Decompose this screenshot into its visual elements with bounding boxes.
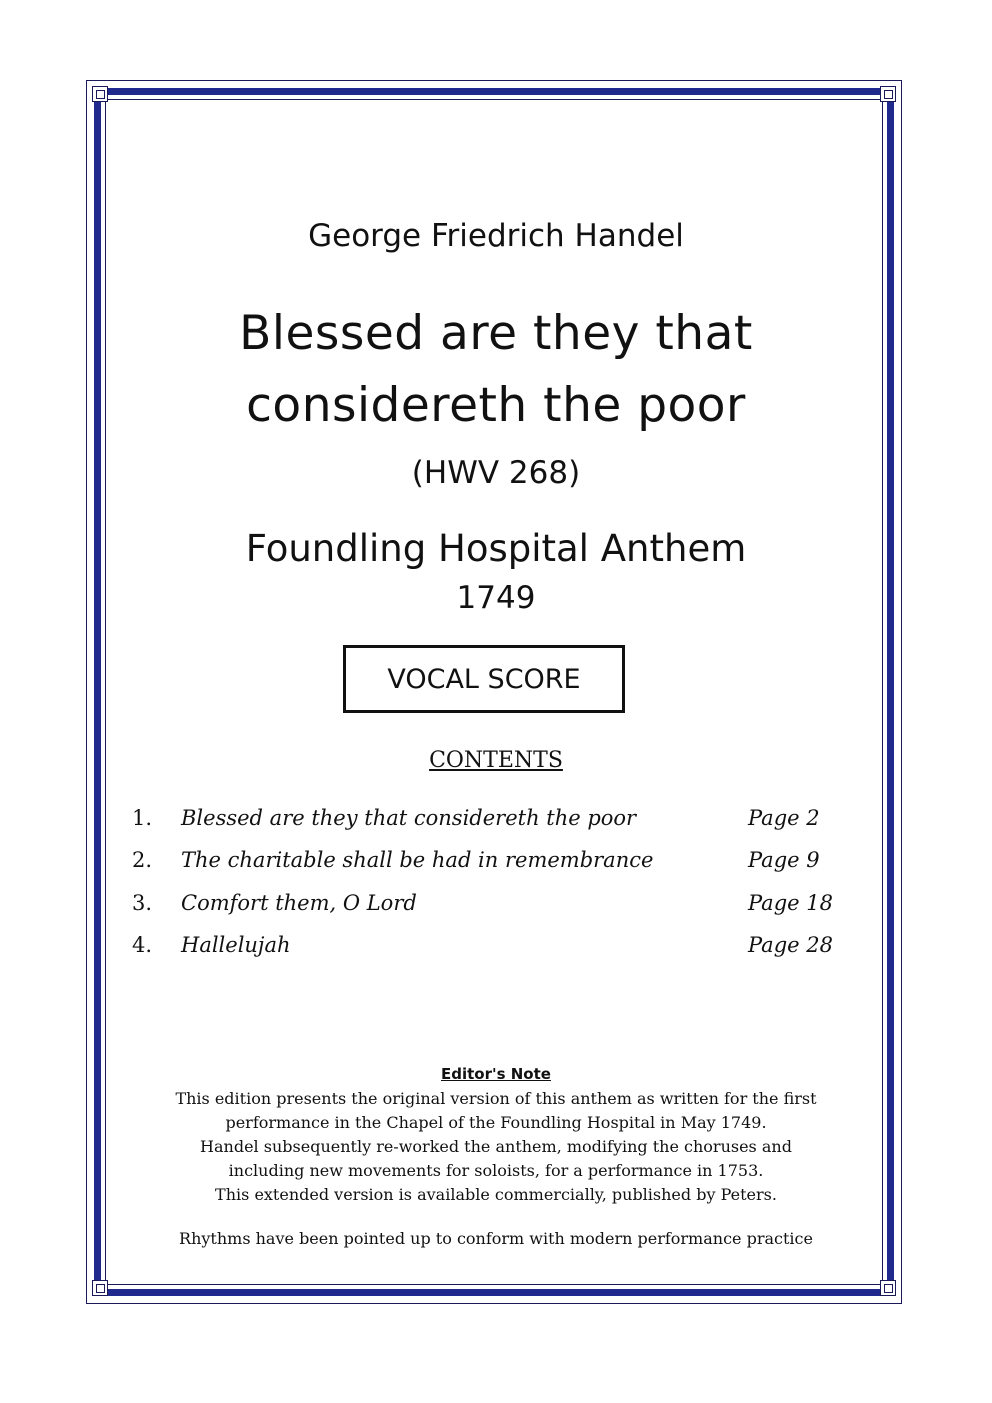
contents-item-page: Page 18 [748, 891, 833, 915]
work-title [0, 298, 992, 442]
contents-item [0, 891, 992, 925]
contents-item [0, 933, 992, 967]
corner-ornament-bottom-right [880, 1280, 896, 1296]
catalogue-number: (HWV 268) [411, 455, 581, 491]
contents-item-number: 3. [132, 891, 153, 915]
editors-note-heading: Editor's Note [441, 1065, 551, 1083]
composer-name: George Friedrich Handel [308, 218, 684, 254]
corner-ornament-top-right [880, 86, 896, 102]
editors-note-body [0, 1087, 992, 1207]
contents-item [0, 848, 992, 882]
contents-item-title: Blessed are they that considereth the poor [181, 806, 637, 830]
score-type-label: VOCAL SCORE [387, 663, 581, 695]
contents-item-title: Comfort them, O Lord [181, 891, 417, 915]
editors-note-line: including new movements for soloists, for a performance in 1753. [228, 1161, 764, 1180]
contents-item-number: 2. [132, 848, 153, 872]
contents-item [0, 806, 992, 840]
contents-item-number: 1. [132, 806, 153, 830]
contents-item-number: 4. [132, 933, 153, 957]
composition-year: 1749 [456, 580, 536, 616]
work-subtitle: Foundling Hospital Anthem [245, 527, 747, 570]
contents-heading: CONTENTS [429, 748, 563, 773]
work-title-line-1: Blessed are they that [239, 306, 753, 361]
corner-ornament-top-left [92, 86, 108, 102]
rhythm-note: Rhythms have been pointed up to conform with modern performance practice [179, 1229, 813, 1248]
work-title-line-2: considereth the poor [246, 378, 746, 433]
contents-item-title: Hallelujah [181, 933, 291, 957]
contents-item-page: Page 2 [748, 806, 820, 830]
editors-note-line: Handel subsequently re-worked the anthem, modifying the choruses and [200, 1137, 792, 1156]
score-type-box [343, 645, 625, 713]
editors-note-line: This extended version is available commercially, published by Peters. [215, 1185, 777, 1204]
corner-ornament-bottom-left [92, 1280, 108, 1296]
contents-item-page: Page 9 [748, 848, 820, 872]
contents-item-title: The charitable shall be had in remembrance [181, 848, 654, 872]
contents-item-page: Page 28 [748, 933, 833, 957]
editors-note-line: performance in the Chapel of the Foundling Hospital in May 1749. [225, 1113, 767, 1132]
editors-note-line: This edition presents the original version of this anthem as written for the first [175, 1089, 817, 1108]
